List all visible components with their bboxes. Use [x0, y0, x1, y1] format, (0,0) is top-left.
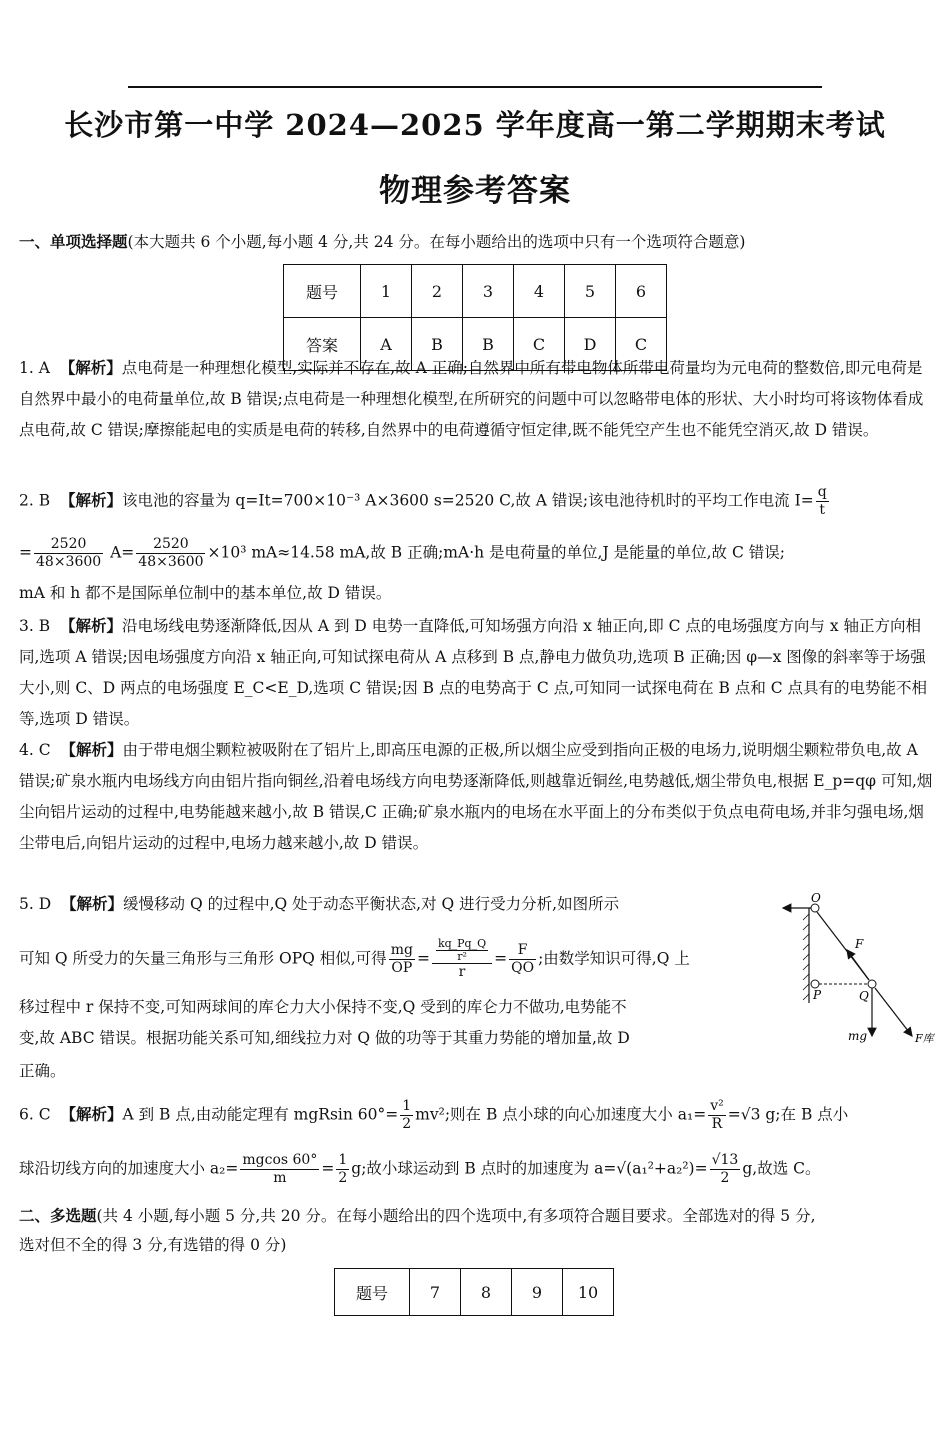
table-cell: A [361, 318, 412, 371]
point-O [811, 904, 819, 912]
analysis-tag: 【解析】 [59, 358, 122, 377]
table-row [284, 265, 667, 318]
point-P [811, 980, 819, 988]
table-cell: 答案 [284, 318, 361, 371]
denominator: R [711, 1116, 723, 1132]
question-number: 5. D [19, 895, 52, 913]
question-number: 6. C [19, 1105, 51, 1124]
point-Q [868, 980, 876, 988]
section2-heading-line [19, 1200, 934, 1232]
denominator: r² [457, 950, 467, 963]
fraction [816, 484, 829, 519]
denominator: 2 [720, 1170, 730, 1186]
fraction [509, 942, 536, 977]
table-cell: 9 [512, 1269, 563, 1316]
answer-4 [19, 734, 934, 859]
coulomb-arrow [875, 988, 912, 1036]
table-cell: 4 [514, 265, 565, 318]
fraction [389, 942, 415, 977]
label-P: P [813, 988, 822, 1002]
analysis-text: A= [105, 543, 135, 562]
denominator: 48×3600 [138, 554, 204, 570]
tension-arrow [847, 950, 869, 980]
numerator: 2520 [136, 536, 205, 554]
analysis-text: ;由数学知识可得,Q 上 [538, 949, 690, 968]
numerator: 1 [338, 1152, 348, 1168]
fraction [708, 1098, 726, 1133]
exam-subtitle: 物理参考答案 [379, 173, 571, 209]
header-rule [128, 86, 822, 88]
answer-5-line3 [19, 992, 779, 1023]
table-cell: 1 [361, 265, 412, 318]
table-row [335, 1269, 614, 1316]
analysis-tag: 【解析】 [61, 894, 124, 913]
section2-desc2: 选对但不全的得 3 分,有选错的得 0 分) [19, 1236, 287, 1254]
section1-desc: (本大题共 6 个小题,每小题 4 分,共 24 分。在每小题给出的选项中只有一个选项符合题意) [127, 233, 746, 251]
table-cell: C [514, 318, 565, 371]
answer-1 [19, 352, 934, 446]
answer-3 [19, 610, 934, 735]
denominator: 2 [338, 1170, 348, 1186]
answer-5-line1 [19, 888, 759, 920]
table-cell: 8 [461, 1269, 512, 1316]
question-number: 4. C [19, 741, 51, 759]
table-cell: 题号 [335, 1269, 410, 1316]
denominator: 2 [402, 1116, 412, 1132]
analysis-text: 由于带电烟尘颗粒被吸附在了铝片上,即高压电源的正极,所以烟尘应受到指向正极的电场力,说明烟尘颗粒带负电,故 A 错误;矿泉水瓶内电场线方向由铝片指向铜丝,沿着电场线方向电势逐渐降低,则越靠近铜丝,电势越低,烟尘带负电,根据 E_p=qφ 可知,烟尘向铝片运动的过程中,电势能越来越小,故 B 错误,C 正确;矿泉水瓶内的电场在水平面上的分布类似于负点电荷电场,并非匀强电场,烟尘带电后,向铝片运动的过程中,电场力越来越小,故 D 错误。 [19, 741, 933, 852]
label-O: O [811, 891, 821, 905]
denominator: OP [391, 960, 413, 976]
analysis-text: mv²;则在 B 点小球的向心加速度大小 a₁= [415, 1105, 707, 1124]
wall-hatching [803, 914, 809, 1000]
fraction [34, 536, 103, 571]
analysis-tag: 【解析】 [60, 740, 123, 759]
table-cell: 3 [463, 265, 514, 318]
answer-6-line1 [19, 1098, 934, 1133]
numerator [432, 938, 492, 964]
table-cell: C [616, 318, 667, 371]
numerator: F [509, 942, 536, 960]
table-cell: 2 [412, 265, 463, 318]
table-cell: B [412, 318, 463, 371]
denominator: QO [511, 960, 535, 976]
answer-6-line2 [19, 1152, 934, 1187]
analysis-text: = [19, 543, 32, 562]
table-cell: D [565, 318, 616, 371]
label-Q: Q [859, 989, 869, 1003]
question-number: 1. A [19, 359, 50, 377]
analysis-text: g,故选 C。 [742, 1159, 821, 1178]
analysis-text: mA 和 h 都不是国际单位制中的基本单位,故 D 错误。 [19, 584, 392, 602]
answer-2-line3 [19, 578, 934, 609]
table-cell: 10 [563, 1269, 614, 1316]
analysis-text: 球沿切线方向的加速度大小 a₂= [19, 1159, 239, 1178]
section1-heading: 一、单项选择题 [19, 232, 128, 251]
fraction [136, 536, 205, 571]
numerator: √13 [711, 1152, 739, 1168]
answer-2-line2 [19, 536, 934, 571]
numerator: kq_Pq_Q [437, 937, 487, 950]
numerator: mg [390, 942, 413, 958]
table-cell: B [463, 318, 514, 371]
question-number: 2. B [19, 491, 51, 510]
numerator: 2520 [34, 536, 103, 554]
section1-heading-line [19, 226, 934, 258]
answer-5-line2: 可知 Q 所受力的矢量三角形与三角形 OPQ 相似,可得 $\frac{mg}{OP}$ = $\frac{\frac{kq\_Pq\_Q}{\text{r²}}}{r}$ = $\frac{F}{QO}$ ;由数学知识可得,Q 上 [19, 937, 690, 980]
denominator: t [819, 502, 825, 518]
numerator: mgcos 60° [242, 1152, 318, 1168]
fraction [336, 1152, 349, 1187]
analysis-text: =√3 g;在 B 点小 [727, 1105, 849, 1124]
answer-5-line5 [19, 1056, 779, 1087]
fraction [400, 1098, 413, 1133]
analysis-tag: 【解析】 [59, 490, 122, 510]
answer-5-line4 [19, 1023, 779, 1054]
fraction [240, 1152, 319, 1187]
table-cell: 5 [565, 265, 616, 318]
analysis-text: 可知 Q 所受力的矢量三角形与三角形 OPQ 相似,可得 [19, 949, 387, 968]
numerator: 1 [402, 1098, 412, 1114]
numerator: v² [710, 1098, 724, 1114]
label-Fc: F库 [915, 1032, 934, 1045]
label-F: F [855, 937, 864, 951]
analysis-tag: 【解析】 [60, 1104, 123, 1124]
answer-2-line1 [19, 484, 934, 519]
label-mg: mg [848, 1029, 868, 1043]
fraction [432, 938, 492, 981]
analysis-text: 缓慢移动 Q 的过程中,Q 处于动态平衡状态,对 Q 进行受力分析,如图所示 [123, 895, 620, 913]
exam-title: 长沙市第一中学 2024—2025 学年度高一第二学期期末考试 [64, 108, 886, 142]
analysis-text: = [321, 1159, 335, 1178]
analysis-tag: 【解析】 [59, 616, 122, 635]
table-cell: 6 [616, 265, 667, 318]
analysis-text: 变,故 ABC 错误。根据功能关系可知,细线拉力对 Q 做的功等于其重力势能的增加量,故 D [19, 1029, 630, 1047]
analysis-text: 移过程中 r 保持不变,可知两球间的库仑力大小保持不变,Q 受到的库仑力不做功,电势能不 [19, 998, 627, 1016]
fraction [436, 938, 488, 963]
section2-desc: (共 4 小题,每小题 5 分,共 20 分。在每小题给出的四个选项中,有多项符合题目要求。全部选对的得 5 分, [96, 1207, 816, 1225]
analysis-text: 点电荷是一种理想化模型,实际并不存在,故 A 正确;自然界中所有带电物体所带电荷量均为元电荷的整数倍,即元电荷是自然界中最小的电荷量单位,故 B 错误;点电荷是一种理想化模型,在所研究的问题中可以忽略带电体的形状、大小时均可将该物体看成点电荷,故 C 错误;摩擦能起电的实质是电荷的转移,自然界中的电荷遵循守恒定律,既不能凭空产生也不能凭空消灭,故 D 错误。 [19, 359, 924, 439]
analysis-text: 沿电场线电势逐渐降低,因从 A 到 D 电势一直降低,可知场强方向沿 x 轴正向,即 C 点的电场强度方向与 x 轴正方向相同,选项 A 错误;因电场强度方向沿 x 轴正向,可知试探电荷从 A 点移到 B 点,静电力做负功,选项 B 正确;因 φ—x 图像的斜率等于场强大小,则 C、D 两点的电场强度 E_C<E_D,选项 C 错误;因 B 点的电势高于 C 点,可知同一试探电荷在 B 点和 C 点具有的电势能不相等,选项 D 错误。 [19, 617, 928, 728]
question-number: 3. B [19, 617, 51, 635]
analysis-text: g;故小球运动到 B 点时的加速度为 a=√(a₁²+a₂²)= [351, 1159, 708, 1178]
numerator: q [817, 484, 827, 500]
analysis-text: 正确。 [19, 1062, 66, 1080]
table-cell: 题号 [284, 265, 361, 318]
answer-table-2 [334, 1268, 614, 1316]
analysis-text: 该电池的容量为 q=It=700×10⁻³ A×3600 s=2520 C,故 A 错误;该电池待机时的平均工作电流 I= [121, 491, 814, 510]
analysis-text: A 到 B 点,由动能定理有 mgRsin 60°= [122, 1105, 399, 1124]
force-diagram [775, 888, 940, 1058]
denominator: r [458, 964, 466, 980]
section2-desc-line2 [19, 1230, 934, 1261]
denominator: m [273, 1170, 287, 1186]
fraction [710, 1152, 741, 1187]
denominator: 48×3600 [36, 554, 102, 570]
table-cell: 7 [410, 1269, 461, 1316]
section2-heading: 二、多选题 [19, 1206, 97, 1225]
analysis-text: ×10³ mA≈14.58 mA,故 B 正确;mA·h 是电荷量的单位,J 是能量的单位,故 C 错误; [207, 543, 785, 562]
